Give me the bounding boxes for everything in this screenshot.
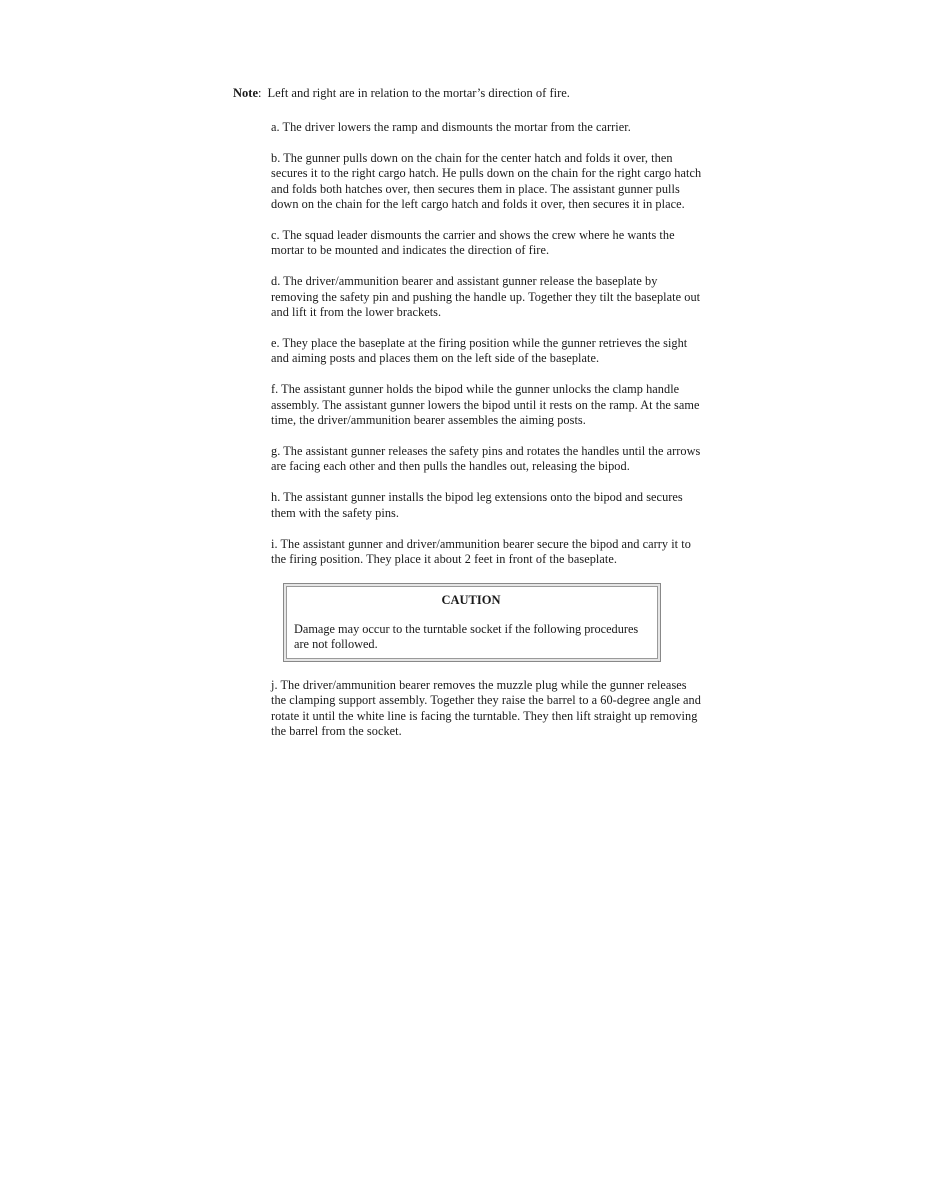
note-line	[233, 85, 570, 101]
procedure-steps	[271, 120, 703, 755]
step-i: i. The assistant gunner and driver/ammunition bearer secure the bipod and carry it to the firing position. They place it about 2 feet in front of the baseplate.	[271, 536, 691, 567]
step-h: h. The assistant gunner installs the bipod leg extensions onto the bipod and secures them with the safety pins.	[271, 490, 683, 520]
note-text: Left and right are in relation to the mortar’s direction of fire.	[267, 86, 570, 100]
caution-text: Damage may occur to the turntable socket if the following procedures are not followed.	[294, 622, 639, 652]
step-a: a. The driver lowers the ramp and dismounts the mortar from the carrier.	[271, 120, 631, 134]
caution-box	[283, 583, 661, 662]
caution-title: CAUTION	[441, 593, 501, 608]
note-label: Note	[233, 86, 258, 100]
step-f: f. The assistant gunner holds the bipod while the gunner unlocks the clamp handle assembly. The assistant gunner lowers the bipod until it rests on the ramp. At the same time, the driver/ammunition bearer assembles the aiming posts.	[271, 382, 700, 427]
step-j: j. The driver/ammunition bearer removes the muzzle plug while the gunner releases the clamping support assembly. Together they raise the barrel to a 60-degree angle and rotate it until the white line is facing the turntable. They then lift straight up removing the barrel from the socket.	[271, 678, 701, 738]
step-e: e. They place the baseplate at the firing position while the gunner retrieves the sight and aiming posts and places them on the left side of the baseplate.	[271, 336, 688, 366]
step-d: d. The driver/ammunition bearer and assistant gunner release the baseplate by removing the safety pin and pushing the handle up. Together they tilt the baseplate out and lift it from the lower brackets.	[271, 274, 701, 319]
step-c: c. The squad leader dismounts the carrier and shows the crew where he wants the mortar to be mounted and indicates the direction of fire.	[271, 228, 675, 258]
step-b: b. The gunner pulls down on the chain for the center hatch and folds it over, then secures it to the right cargo hatch. He pulls down on the chain for the right cargo hatch and folds both hatches over, then secures them in place. The assistant gunner pulls down on the chain for the left cargo hatch and folds it over, then secures it in place.	[271, 151, 702, 211]
step-g: g. The assistant gunner releases the safety pins and rotates the handles until the arrows are facing each other and then pulls the handles out, releasing the bipod.	[271, 444, 701, 474]
note-colon: :	[258, 86, 262, 100]
